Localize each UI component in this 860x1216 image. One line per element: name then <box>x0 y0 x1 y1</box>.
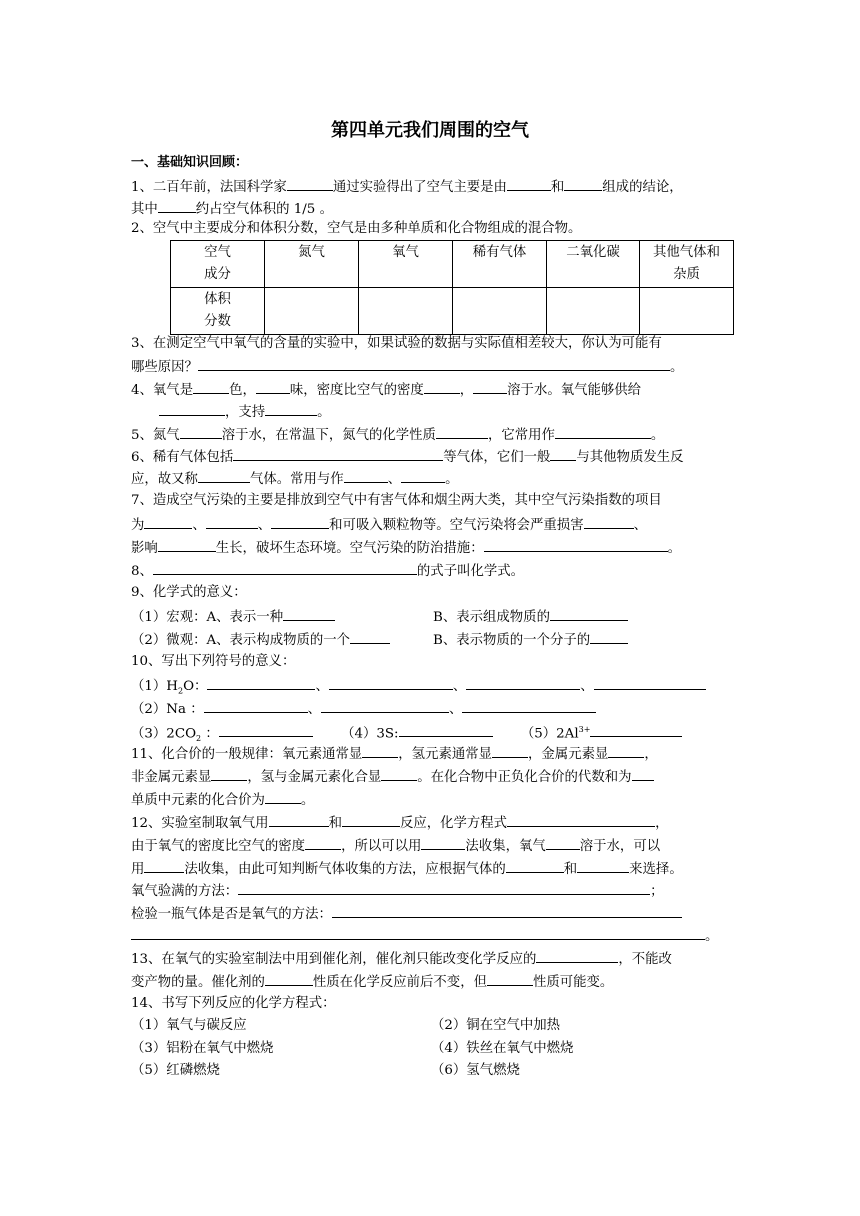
question-13-line-2: 变产物的量。催化剂的 性质在化学反应前后不变，但 性质可能变。 <box>131 972 613 992</box>
question-10-h2o: $(1)H_2O$： 、 、 、 <box>131 676 706 701</box>
question-9-macro: （1）宏观：A、表示一种 B、表示组成物质的 <box>131 607 628 627</box>
table-cell-input[interactable] <box>265 288 359 335</box>
question-7-line-1: 7、造成空气污染的主要是排放到空气中有害气体和烟尘两大类，其中空气污染指数的项目 <box>131 493 662 508</box>
blank[interactable] <box>158 538 216 552</box>
blank[interactable] <box>436 425 488 439</box>
blank[interactable] <box>211 767 247 781</box>
blank[interactable] <box>206 515 258 529</box>
blank[interactable] <box>238 881 650 895</box>
table-cell-input[interactable] <box>547 288 640 335</box>
blank[interactable] <box>564 177 602 191</box>
blank[interactable] <box>466 676 580 690</box>
blank[interactable] <box>131 926 705 940</box>
question-10-na: （2）Na ： 、 、 <box>131 699 596 719</box>
blank[interactable] <box>381 767 417 781</box>
blank[interactable] <box>462 699 596 713</box>
blank[interactable] <box>180 425 222 439</box>
question-9-heading: 9、化学式的意义： <box>131 585 247 600</box>
blank[interactable] <box>269 813 329 827</box>
blank[interactable] <box>198 357 670 371</box>
question-10-heading: 10、写出下列符号的意义： <box>131 654 296 669</box>
question-12-line-4: 氧气验满的方法： ； <box>131 881 664 901</box>
table-cell: 二氧化碳 <box>547 241 640 288</box>
blank[interactable] <box>265 790 301 804</box>
question-1-line-1: 1、二百年前，法国科学家 通过实验得出了空气主要是由 和 组成的结论， <box>131 177 683 197</box>
blank[interactable] <box>550 607 628 621</box>
question-14-heading: 14、书写下列反应的化学方程式： <box>131 996 336 1011</box>
question-12-line-2: 由于氧气的密度比空气的密度 ，所以可以用 法收集，氧气 溶于水，可以 <box>131 836 660 856</box>
question-12-line-3: 用 法收集，由此可知判断气体收集的方法，应根据气体的 和 来选择。 <box>131 859 683 879</box>
question-13-line-1: 13、在氧气的实验室制法中用到催化剂，催化剂只能改变化学反应的 ，不能改 <box>131 949 672 969</box>
question-2: 2、空气中主要成分和体积分数，空气是由多种单质和化合物组成的混合物。 <box>131 221 582 236</box>
section-heading: 一、基础知识回顾： <box>131 155 249 170</box>
question-5: 5、氮气 溶于水，在常温下，氮气的化学性质 ，它常用作 。 <box>131 425 664 445</box>
blank[interactable] <box>207 676 315 690</box>
question-11-line-3: 单质中元素的化合价为 。 <box>131 790 314 810</box>
blank[interactable] <box>198 469 250 483</box>
blank[interactable] <box>344 469 388 483</box>
blank[interactable] <box>487 972 533 986</box>
blank[interactable] <box>193 380 229 394</box>
question-6-line-1: 6、稀有气体包括 等气体，它们一般 与其他物质发生反 <box>131 447 684 467</box>
blank[interactable] <box>506 859 564 873</box>
blank[interactable] <box>577 859 629 873</box>
blank[interactable] <box>546 836 580 850</box>
blank[interactable] <box>550 447 576 461</box>
question-1-line-2: 其中 约占空气体积的 1/5 。 <box>131 199 333 219</box>
table-cell: 稀有气体 <box>453 241 547 288</box>
question-6-line-2: 应，故又称 气体。常用与作 、 。 <box>131 469 458 489</box>
question-8: 8、 的式子叫化学式。 <box>131 561 524 581</box>
blank[interactable] <box>424 380 460 394</box>
blank[interactable] <box>608 744 644 758</box>
blank[interactable] <box>590 723 682 737</box>
question-9-micro: （2）微观：A、表示构成物质的一个 B、表示物质的一个分子的 <box>131 630 628 650</box>
blank[interactable] <box>594 676 706 690</box>
blank[interactable] <box>305 836 341 850</box>
table-cell-input[interactable] <box>453 288 547 335</box>
question-12-line-5: 检验一瓶气体是否是氧气的方法： <box>131 904 682 924</box>
blank[interactable] <box>158 199 196 213</box>
question-3-line-1: 3、在测定空气中氧气的含量的实验中，如果试验的数据与实际值相差较大，你认为可能有 <box>131 336 662 351</box>
table-cell-input[interactable] <box>640 288 734 335</box>
blank[interactable] <box>584 515 634 529</box>
blank[interactable] <box>507 813 655 827</box>
question-12-line-6: 。 <box>131 926 718 946</box>
blank[interactable] <box>362 744 398 758</box>
question-4-line-1: 4、氧气是 色， 味，密度比空气的密度 ， 溶于水。氧气能够供给 <box>131 380 641 400</box>
blank[interactable] <box>342 813 400 827</box>
blank[interactable] <box>632 767 654 781</box>
blank[interactable] <box>321 699 449 713</box>
question-14-row-1: （1）氧气与碳反应 （2）铜在空气中加热 <box>131 1018 561 1033</box>
blank[interactable] <box>159 402 225 416</box>
question-3-line-2: 哪些原因？ 。 <box>131 357 683 377</box>
table-cell: 氮气 <box>265 241 359 288</box>
table-cell: 氧气 <box>359 241 453 288</box>
blank[interactable] <box>233 447 443 461</box>
blank[interactable] <box>265 402 317 416</box>
blank[interactable] <box>332 904 682 918</box>
blank[interactable] <box>256 380 290 394</box>
question-12-line-1: 12、实验室制取氧气用 和 反应，化学方程式 ， <box>131 813 668 833</box>
question-11-line-2: 非金属元素显 ，氢与金属元素化合显 。在化合物中正负化合价的代数和为 <box>131 767 654 787</box>
page-title: 第四单元我们周围的空气 <box>331 120 529 141</box>
blank[interactable] <box>204 699 308 713</box>
blank[interactable] <box>399 723 493 737</box>
blank[interactable] <box>492 744 528 758</box>
blank[interactable] <box>265 972 313 986</box>
blank[interactable] <box>507 177 551 191</box>
table-cell: 体积 分数 <box>171 288 265 335</box>
blank[interactable] <box>329 676 453 690</box>
blank[interactable] <box>153 561 417 575</box>
table-row <box>171 241 734 288</box>
blank[interactable] <box>555 425 651 439</box>
table-cell: 空气 成分 <box>171 241 265 288</box>
blank[interactable] <box>144 859 184 873</box>
question-11-line-1: 11、化合价的一般规律：氧元素通常显 ，氢元素通常显 ，金属元素显 ， <box>131 744 658 764</box>
blank[interactable] <box>283 607 335 621</box>
blank[interactable] <box>219 723 313 737</box>
blank[interactable] <box>421 836 465 850</box>
blank[interactable] <box>401 469 445 483</box>
table-cell: 其他气体和 杂质 <box>640 241 734 288</box>
question-14-row-2: （3）铝粉在氧气中燃烧 （4）铁丝在氧气中燃烧 <box>131 1041 574 1056</box>
table-cell-input[interactable] <box>359 288 453 335</box>
question-14-row-3: （5）红磷燃烧 （6）氢气燃烧 <box>131 1063 520 1078</box>
table-row <box>171 288 734 335</box>
question-10-others: $(3)2CO_2$ ： （4）3S: $(5)2Al^{3+}$ <box>131 721 682 748</box>
question-4-line-2: ，支持 。 <box>159 402 331 422</box>
blank[interactable] <box>590 630 628 644</box>
blank[interactable] <box>350 630 390 644</box>
blank[interactable] <box>536 949 618 963</box>
blank[interactable] <box>271 515 329 529</box>
question-7-line-3: 影响 生长，破坏生态环境。空气污染的防治措施： 。 <box>131 538 681 558</box>
blank[interactable] <box>287 177 333 191</box>
air-composition-table <box>170 240 734 335</box>
blank[interactable] <box>473 380 507 394</box>
question-7-line-2: 为 、 、 和可吸入颗粒物等。空气污染将会严重损害 、 <box>131 515 647 535</box>
blank[interactable] <box>144 515 192 529</box>
blank[interactable] <box>484 538 668 552</box>
